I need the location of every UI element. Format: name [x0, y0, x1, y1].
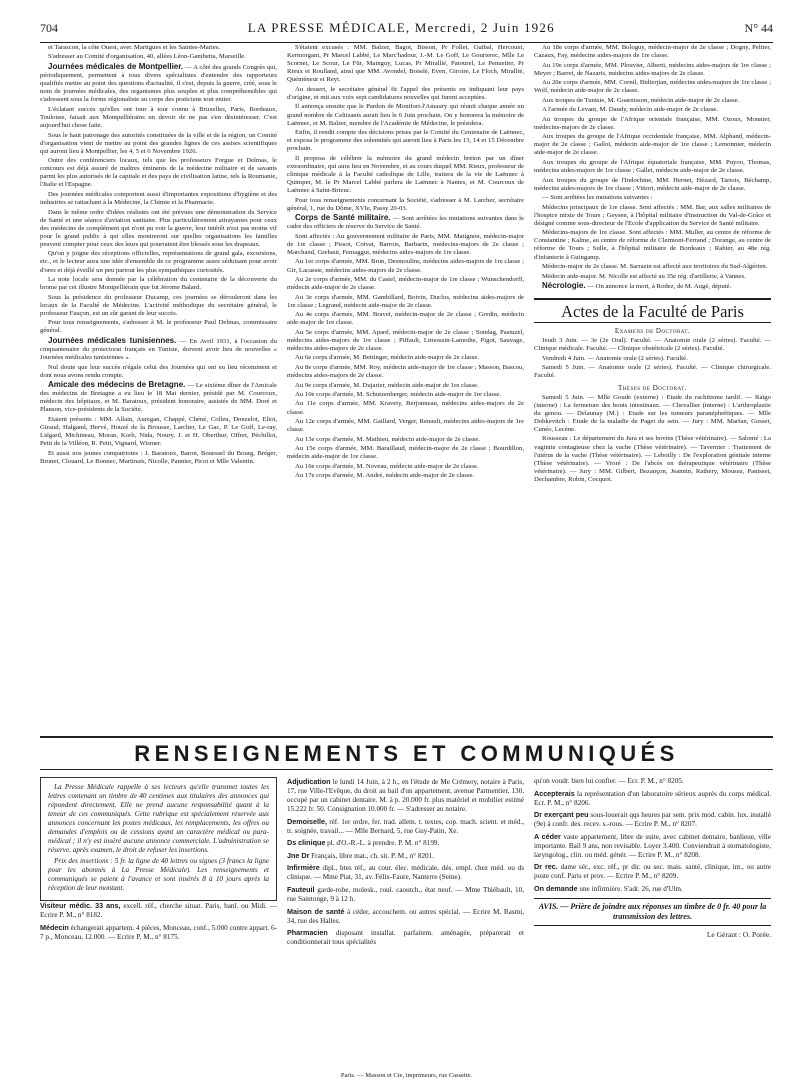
item-heading: Pharmacien	[287, 928, 328, 938]
article-paragraph: Amicale des médecins de Bretagne. — Le sixième dîner de l'Amicale des médecins de Bretagne a eu lieu le 18 Mai dernier, présidé par M. Courcoux, médecin des hôpitaux, et M. Baratoux, président honoraire, assistés de MM. Doré et Planson, vice-présidents de la Société.	[40, 380, 277, 414]
article-paragraph: Au 4e corps d'armée, MM. Bravet, médecin-major de 2e classe ; Gredin, médecin aide-major de 1re classe.	[287, 311, 524, 327]
notice-paragraph: La Presse Médicale rappelle à ses lecteurs qu'elle transmet toutes les lettres contenant un timbre de 40 centimes aux titulaires des annonces qui répondent directement. Elle ne prend aucune responsabilité quant à la teneur de ces communiqués. Cette rubrique est spécialement réservée aux annonces concernant les postes médicaux, les remplacements, les offres ou demandes d'emplois ou de cessions ayant un caractère médical ou para-médical ; il n'y est inséré aucune annonce commerciale. L'administration se réserve, après examen, le droit de refuser les insertions.	[48, 783, 269, 854]
article-paragraph: Outre des conférenciers locaux, tels que les professeurs Forgue et Delmas, le concours est déjà assuré de maîtres éminents de la médecine militaire et de savants parmi les plus autorisés de la capitale et des pays de civilisation latine, tels la Roumanie, l'Italie et l'Espagne.	[40, 157, 277, 189]
these-entry: Samedi 5 Juin. — Mlle Goude (externe) : Etude du rachitisme tardif. — Raïgo (interne) : La fermeture des bouts intestinaux. — Chevallier (interne) : L'arthroplastie du genou. — Delaunay (M.) : Etude sur les tumeurs paranéphrétiques. — Mlle Dobkevitch : Etude de la maladie de Paget du sein. — Jury : MM. Marfan, Gosset, Cunéo, Lecène.	[534, 393, 771, 433]
article-paragraph: Au 10e corps d'armée, M. Schutzenberger, médecin aide-major de 1re classe.	[295, 391, 502, 398]
faculte-heading: Actes de la Faculté de Paris	[534, 298, 771, 323]
classified-columns	[40, 777, 773, 1067]
classified-ad: On demande une infirmière. S'adr. 26, rue d'Ulm.	[534, 883, 683, 893]
classified-ad: Adjudication le lundi 14 Juin, à 2 h., en l'étude de Me Crémery, notaire à Paris, 17, rue Ville-l'Evêque, du droit au bail d'un appartement, avenue Parmentier, 130, occupé par un cabinet dentaire. M. à p. 20.000 fr. plus matériel et mobilier estimé 15.222 fr. 50. Consignation 10.000 fr. — S'adresser au notaire.	[287, 777, 524, 813]
item-heading: Ds clinique	[287, 838, 326, 848]
item-heading: Demoiselle,	[287, 816, 327, 826]
item-heading: Maison de santé	[287, 906, 345, 916]
item-heading: Visiteur médic. 33 ans,	[40, 901, 121, 910]
article-paragraph: Sont affectés : Au gouvernement militaire de Paris, MM. Matignon, médecin-major de 1re classe ; Pissot, Cotvat, Barrois, Barbarin, médecins-majors de 2e classe ; Marchand, Grehaut, Femaggut, médecins aides-majors de 1re classe.	[287, 232, 524, 256]
article-paragraph: Au 9e corps d'armée, M. Dujarier, médecin aide-major de 1re classe.	[295, 381, 479, 389]
article-paragraph: Il proposa de célébrer la mémoire du grand médecin breton par un dîner extraordinaire, qui aura lieu en Novembre, et au cours duquel MM. Rieux, professeur de clinique médicale à la Faculté catholique de Lille, traitera de la vie de Laënnec à Quimper, M. le Pr Marcel Labbé parlera de Laënnec à Nantes, et M. Courcoux de Laënnec à Saint-Brieuc.	[287, 154, 524, 195]
article-paragraph: Corps de Santé militaire. — Sont arrêtées les mutations suivantes dans le cadre des officiers de réserve du Service de Santé.	[287, 213, 524, 231]
item-heading: Adjudication	[287, 777, 331, 786]
classified-column-left	[40, 777, 277, 1067]
item-heading: Dr rec.	[534, 862, 558, 872]
article-paragraph: Au 18e corps d'armée, MM. Bologuy, médecin-major de 2e classe ; Dogny, Peltier, Cazaux, Fay, médecins aides-majors de 1re classe.	[534, 44, 771, 60]
classified-ad: Pharmacien disposant installat. parfaitem. aménagée, préparerait et conditionnerait tous spécialités	[287, 928, 524, 947]
avis-box: AVIS. — Prière de joindre aux réponses un timbre de 0 fr. 40 pour la transmission des lettres.	[534, 898, 771, 926]
article-paragraph: Pour tous renseignements, s'adresser à M. le professeur Paul Delmas, commissaire général.	[40, 319, 277, 335]
notice-box	[40, 777, 277, 901]
item-heading: Journées médicales de Montpellier.	[48, 61, 184, 71]
article-paragraph: — Sont arrêtées les mutations suivantes :	[542, 194, 653, 202]
journal-title: LA PRESSE MÉDICALE, Mercredi, 2 Juin 1926	[247, 20, 555, 35]
article-paragraph: Médecins-majors de 1re classe. Sont affectés : MM. Muller, au centre de réforme de Constantine ; Kalme, au centre de réforme de Clermont-Ferrand ; Dorange, au centre de réforme de Tours ; Sulle, à l'hôpital militaire de Bordeaux ; Rahier, au 48e rég. d'infanterie à Guingamp.	[534, 229, 771, 261]
classified-ad: A céder vaste appartement, libre de suite, avec cabinet dentaire, banlieue, ville importante. Bail 9 ans, non revisable. Loyer 3.400. Conviendrait à stomatologiste, laryngolog., clin. ou méd. génér. — Ecrire P. M., n° 8208.	[534, 831, 771, 859]
examen-entry: Samedi 5 Juin. — Anatomie orale (2 séries). Faculté. — Clinique chirurgicale. Faculté.	[534, 364, 771, 380]
article-paragraph: Aux troupes du groupe de l'Afrique occidentale française, MM. Alphand, médecin-major de 2e classe ; Gallot, médecin aide-major de 1re classe ; Lemonnier, médecin aide-major de 2e classe.	[534, 133, 771, 157]
article-paragraph: Médecin-major de 2e classe. M. Sarrazin est affecté aux territoires du Sud-Algérien.	[542, 263, 768, 271]
article-paragraph: Médecins principaux de 1re classe. Sont affectés : MM. Bar, aux salles militaires de l'hospice mixte de Tours ; Geysen, à l'hôpital militaire d'instruction du Val-de-Grâce et désigné comme sous-directeur de l'Ecole d'application du Service de Santé militaire.	[534, 203, 771, 227]
column-right	[534, 44, 771, 724]
printer-footer: Paris. — Masson et Cie, imprimeurs, rue Cassette.	[340, 1072, 473, 1079]
item-heading: Amicale des médecins de Bretagne.	[48, 380, 186, 390]
newspaper-page	[40, 20, 773, 1079]
page-number: 704	[40, 21, 58, 35]
examens-heading: Examens de Doctorat.	[614, 327, 691, 336]
article-paragraph: Aux troupes du groupe de l'Afrique équatoriale française, MM. Puyoo, Thomas, médecins aides-majors de 1re classe ; Gallet, médecin aide-major de 2e classe.	[534, 158, 771, 175]
article-paragraph: Enfin, il rendit compte des décisions prises par le Comité du Centenaire de Laënnec, et exposa le programme des solennités qui auront lieu à Paris les 13, 14 et 15 Décembre prochain.	[287, 129, 524, 153]
column-left	[40, 44, 277, 724]
classified-ad: Accepterais la représentation d'un laboratoire sérieux auprès du corps médical. Ecr. P. M., n° 8206.	[534, 788, 771, 807]
article-paragraph: Au 13e corps d'armée, M. Mathieu, médecin aide-major de 2e classe.	[295, 435, 481, 443]
theses-heading: Thèses de Doctorat.	[618, 383, 687, 392]
classified-ad: Maison de santé à céder, accouchem. ou autres spécial. — Ecrire M. Rasmi, 34, rue des Halles.	[287, 906, 524, 925]
item-heading: Infirmière	[287, 863, 320, 873]
article-paragraph: Au 11e corps d'armée, MM. Kravety, Berjonneau, médecins aides-majors de 2e classe.	[287, 400, 524, 416]
classified-ad: Jne Dr Français, libre mat., ch. sit. P. M., n° 8201.	[287, 850, 435, 860]
article-paragraph: Dans le même ordre d'idées réalistes ont été prévues une démonstration du Service de Santé et une séance d'aviation sanitaire. Plus particulièrement attrayantes pour ceux des médecins de complément qui n'ont pu voir la guerre, leur intérêt n'est pas moins vif pour le grand public à qui elles montreront sur quelles organisations les familles peuvent compter pour ceux des leurs qui pourraient être blessés sous les drapeaux.	[40, 208, 277, 248]
article-paragraph: Nul doute que leur succès n'égale celui des Journées qui ont eu lieu récemment et dont nous avons rendu compte.	[40, 363, 277, 379]
article-paragraph: Sous la présidence du professeur Ducamp, ces journées se dérouleront dans les locaux de la Faculté de Médecine. L'activité méthodique du secrétaire général, le professeur Fauçon, est un sûr garant de leur succès.	[40, 293, 277, 317]
article-paragraph: Sous le haut patronage des autorités constituées de la ville et de la région, un Comité d'organisation vient de mettre au point des grandes lignes de ces assises scientifiques qui auront lieu à Montpellier, les 4, 5 et 6 Novembre 1926.	[40, 131, 277, 155]
classified-ad: Dr exerçant peu sous-louerait qqs heures par sem. prix mod. cabin. lux. installé (9e) à confr. des. recev. s.-rous. — Ecrire P. M., n° 8207.	[534, 810, 771, 829]
article-paragraph: Nécrologie. — On annonce la mort, à Rodez, de M. Augé, député.	[542, 281, 732, 290]
examen-entry: Jeudi 3 Juin. — 3e (2e Oral). Faculté. — Anatomie orale (2 séries). Faculté. — Clinique médicale. Faculté. — Clinique obstétricale (2 séries). Faculté.	[534, 337, 771, 353]
article-paragraph: Au 19e corps d'armée, MM. Plouvier, Alberti, médecins aides-majors de 1re classe ; Meyer ; Barret, de Nazaris, médecins aides-majors de 2e classe.	[534, 61, 771, 77]
article-paragraph: Et aussi nos jeunes compatriotes : J. Baratoux, Baron, Bouessel du Bourg, Bréger, Brunet, Clouard, Le Bonnec, Martinais, Nicolle, Pannier, Picot et Mlle Valentin.	[40, 449, 277, 465]
item-heading: Accepterais	[534, 788, 575, 798]
article-paragraph: Au 20e corps d'armée, MM. Cornil, Bidierjian, médecins aides-majors de 1re classe ; Wolf, médecin aide-major de 2e classe.	[534, 79, 771, 95]
section-banner: RENSEIGNEMENTS ET COMMUNIQUÉS	[40, 736, 773, 770]
article-paragraph: Au 5e corps d'armée, MM. Apard, médecin-major de 2e classe ; Sondag, Pastuzel, médecins aides-majors de 1re classe ; Piffault, Limousin-Lamothe, Pigot, Sauvage, médecins aides-majors de 2e classe.	[287, 328, 524, 352]
these-entry: Rousseau : Le département du Jura et ses bovins (Thèse vétérinaire). — Salomé : La vaginite contagieuse chez la vache (Thèse vétérinaire). — Tavernier : Traitement de l'utérus de la vache (Thèse vétérinaire). — Leboilly : De l'exploration génitale interne (Thèse vétérinaire). — Vroré : De l'abcès en thérapeutique vétérinaire (Thèse vétérinaire). — Jury : MM. Gilbert, Bezançon, Jeannin, Rathery, Moussu, Panisset, Dechambre, Robin, Cocquot.	[534, 435, 771, 483]
news-columns	[40, 44, 773, 724]
notice-paragraph: Prix des insertions : 5 fr. la ligne de 40 lettres ou signes (3 francs la ligne pour les abonnés à La Presse Médicale). Les renseignements et communiqués se paient à l'avance et sont insérés 8 à 10 jours après la réception de leur montant.	[48, 857, 269, 892]
article-paragraph: Qu'on y joigne des réceptions officielles, représentations de grand gala, excursions, etc., et le lecteur aura une idée d'ensemble de ce programme assez séduisant pour avoir d'ores et déjà éveillé un peu partout les plus sympathiques curiosités.	[40, 250, 277, 274]
article-paragraph: L'éclatant succès qu'elles ont tour à tour connu à Bruxelles, Paris, Bordeaux, Toulouse, faisait aux Montpelliérains un devoir de ne pas s'en désintéresser. C'est aujourd'hui chose faite.	[40, 105, 277, 130]
article-paragraph: La note locale sera donnée par la célébration du centenaire de la découverte du brome par cet illustre Montpelliérain que fut Jérome Balard.	[40, 276, 277, 292]
article-paragraph: Au troupes du groupe de l'Afrique orientale française, MM. Ozoux, Monnier, médecins-majors de 2e classe.	[534, 115, 771, 131]
page-header	[40, 20, 773, 43]
article-paragraph: Journées médicales tunisiennes. — En Avril 1931, à l'occasion du cinquantenaire du protectorat français en Tunisie, doivent avoir lieu de nouvelles « Journées médicales tunisiennes ».	[40, 335, 277, 362]
article-paragraph: Etaient présents : MM. Allain, Auregan, Chappé, Chéné, Colleu, Donzelot, Eliot, Giraud, Halgand, Hervé, Houzé de la Brousse, Larcher, Le Gac, P. Le Goff, Le-ray, Liégard, Michineau, Moran, Korb, Nida, Noury, J. et H. Oberthur, Offret, Péchillot, Petit de la Villéon, R. Petit, Vignard, Wismer.	[40, 415, 277, 448]
article-paragraph: Journées médicales de Montpellier. — A côté des grands Congrès qui, périodiquement, permettent à tous divers spécialistes d'entendre des rapporteurs qualifiés mettre au point des questions d'actualité, il s'est, depuis la guerre, créé, sous le nom de journées médicales, des organismes plus souples et plus compréhensibles qui s'adressent sous la forme régionaliste au corps des praticiens tout entier.	[40, 61, 277, 104]
classified-ad: Fauteuil garde-robe, molesk., roul. caoutch., état neuf. — Mme Thiébault, 10, rue Saintonge, 9 à 12 h.	[287, 884, 524, 903]
article-paragraph: Il annonça ensuite que le Pardon de Montfort-l'Amaury qui réunit chaque année un grand nombre de Celtisants aurait lieu le 6 Juin prochain. On y honorera la mémoire de Laënnec, et M. Balzer, membre de l'Académie de Médecine, le présidera.	[287, 103, 524, 127]
classified-column-right	[534, 777, 771, 1067]
issue-number: N° 44	[744, 21, 773, 35]
article-paragraph: Au 15e corps d'armée, MM. Baraillaud, médecin-major de 2e classe ; Bourdillon, médecin aide-major de 1re classe.	[287, 445, 524, 461]
article-paragraph: Au 6e corps d'armée, M. Bettinger, médecin aide-major de 2e classe.	[295, 354, 480, 362]
column-middle	[287, 44, 524, 724]
article-paragraph: Aux troupes de Tunisie, M. Goarnisson, médecin aide-major de 2e classe.	[542, 96, 740, 104]
item-heading: Dr exerçant peu	[534, 810, 589, 820]
classified-ad: Visiteur médic. 33 ans, excell. réf., cherche situat. Paris, banl. ou Midi. — Ecrire P. M., n° 8182.	[40, 901, 277, 919]
classified-ad: qu'on voudr. bien lui confier. — Ecr. P. M., n° 8205.	[534, 777, 684, 785]
classified-ad: Médecin échangerait appartem. 4 pièces, Monceau, conf., 5.000 contre appart. 6-7 p., Monceau, 12.000. — Ecrire P. M., n° 8175.	[40, 922, 277, 941]
article-paragraph: et Tarascon, la côte Ouest, avec Martigues et les Saintes-Maries.	[48, 44, 221, 51]
item-heading: Journées médicales tunisiennes.	[48, 335, 177, 345]
examen-entry: Vendredi 4 Juin. — Anatomie orale (2 séries). Faculté.	[542, 354, 688, 362]
item-heading: Corps de Santé militaire.	[295, 213, 391, 223]
article-paragraph: Aux troupes du groupe de l'Indochine, MM. Hernet, Hézard, Tartois, Béchamp, médecins aides-majors de 1re classe ; Vittori, médecin aide-major de 2e classe.	[534, 176, 771, 192]
article-paragraph: A l'armée du Levant, M. Daudy, médecin aide-major de 2e classe.	[542, 106, 719, 114]
article-paragraph: Médecin aide-major. M. Nicolle est affecté au 35e rég. d'artillerie, à Vannes.	[542, 272, 746, 280]
article-paragraph: Pour tous renseignements concernant la Société, s'adresser à M. Larcher, secrétaire général, 1, rue du Dôme, XVIe, Passy 20-03.	[287, 196, 524, 212]
article-paragraph: S'étaient excusés : MM. Balzer, Bagot, Bisson, Pr Follet, Guibal, Hercouet, Kermorgant, Pr Marcel Labbé, Le Marc'hadour, J.-M. Le Goff, Le Gourierec, Mlle Le Scornet, Le Scour, Le Für, Mainguy, Lucas, Pr Mirallié, Patourel, Le Penuetier, Pr Rieux et Roulland, ainsi que MM. Avondel, Boisdé, Even, Giroire, Le Floch, Mirallié, Quéméneur et Reyt.	[287, 44, 524, 84]
item-heading: Fauteuil	[287, 884, 315, 894]
classified-ad: Dr rec. dame sér., exc. réf., pr dir. ou sec. mais. santé, clinique, int., ou autre poste conf. Paris et prov. — Ecrire P. M., n° 8209.	[534, 862, 771, 881]
classified-column-middle	[287, 777, 524, 1067]
item-heading: Jne Dr	[287, 850, 310, 860]
classified-ad: Infirmière dipl., htes réf., au cour. élec. médicale, dés. empl. chez méd. ou ds clinique. — Mme Piat, 31, av. Félix-Faure, Nanterre (Seine).	[287, 863, 524, 882]
article-paragraph: Des journées médicales comportent aussi d'importantes expositions d'hygiène et des industries se rattachant à la Médecine, la Chimie et la Pharmacie.	[40, 190, 277, 207]
article-paragraph: Au 17e corps d'armée, M. André, médecin aide-major de 2e classe.	[295, 472, 475, 480]
article-paragraph: Au 1er corps d'armée, MM. Brun, Desmoulins, médecins aides-majors de 1re classe ; Gir, Lacassie, médecins aides-majors de 2e classe.	[287, 258, 524, 274]
item-heading: Médecin	[40, 922, 69, 932]
article-paragraph: Au dessert, le secrétaire général fit l'appel des présents en indiquant leur pays d'origine, et mit aux voix sept candidatures nouvelles qui furent acceptées.	[287, 85, 524, 101]
article-paragraph: Au 3e corps d'armée, MM. Gambillard, Boivin, Duclos, médecins aides-majors de 1re classe ; Legrand, médecin aide-major de 2e classe.	[287, 293, 524, 309]
gerant-line: Le Gérant : O. Porée.	[706, 929, 771, 939]
article-paragraph: Au 16e corps d'armée, M. Noveau, médecin aide-major de 2e classe.	[295, 462, 479, 470]
classified-ad: Demoiselle, réf. 1er ordre, fer. trad. allem. t. textes, cop. mach. scient. et méd., tr. soignée, travail... — Mlle Bernard, 5, rue Guy-Patin, Xe.	[287, 816, 524, 835]
article-paragraph: Au 8e corps d'armée, MM. Roy, médecin aide-major de 1re classe ; Masson, Bascou, médecins aides-majors de 2e classe.	[287, 363, 524, 380]
article-paragraph: Au 2e corps d'armée, MM. du Castel, médecin-major de 1re classe ; Wunschendorff, médecin aide-major de 2e classe.	[287, 276, 524, 292]
item-heading: A céder	[534, 831, 561, 841]
article-paragraph: S'adresser au Comité d'organisation, 40, allées Léon-Gambetta, Marseille.	[48, 53, 246, 61]
item-heading: On demande	[534, 883, 578, 893]
article-paragraph: Au 12e corps d'armée, MM. Gaillard, Verger, Renault, médecins aides-majors de 1re classe.	[287, 418, 524, 434]
classified-ad: Ds clinique pl. d'O.-R.-L. à prendre. P. M. n° 8199.	[287, 838, 440, 848]
item-heading: Nécrologie.	[542, 281, 586, 290]
